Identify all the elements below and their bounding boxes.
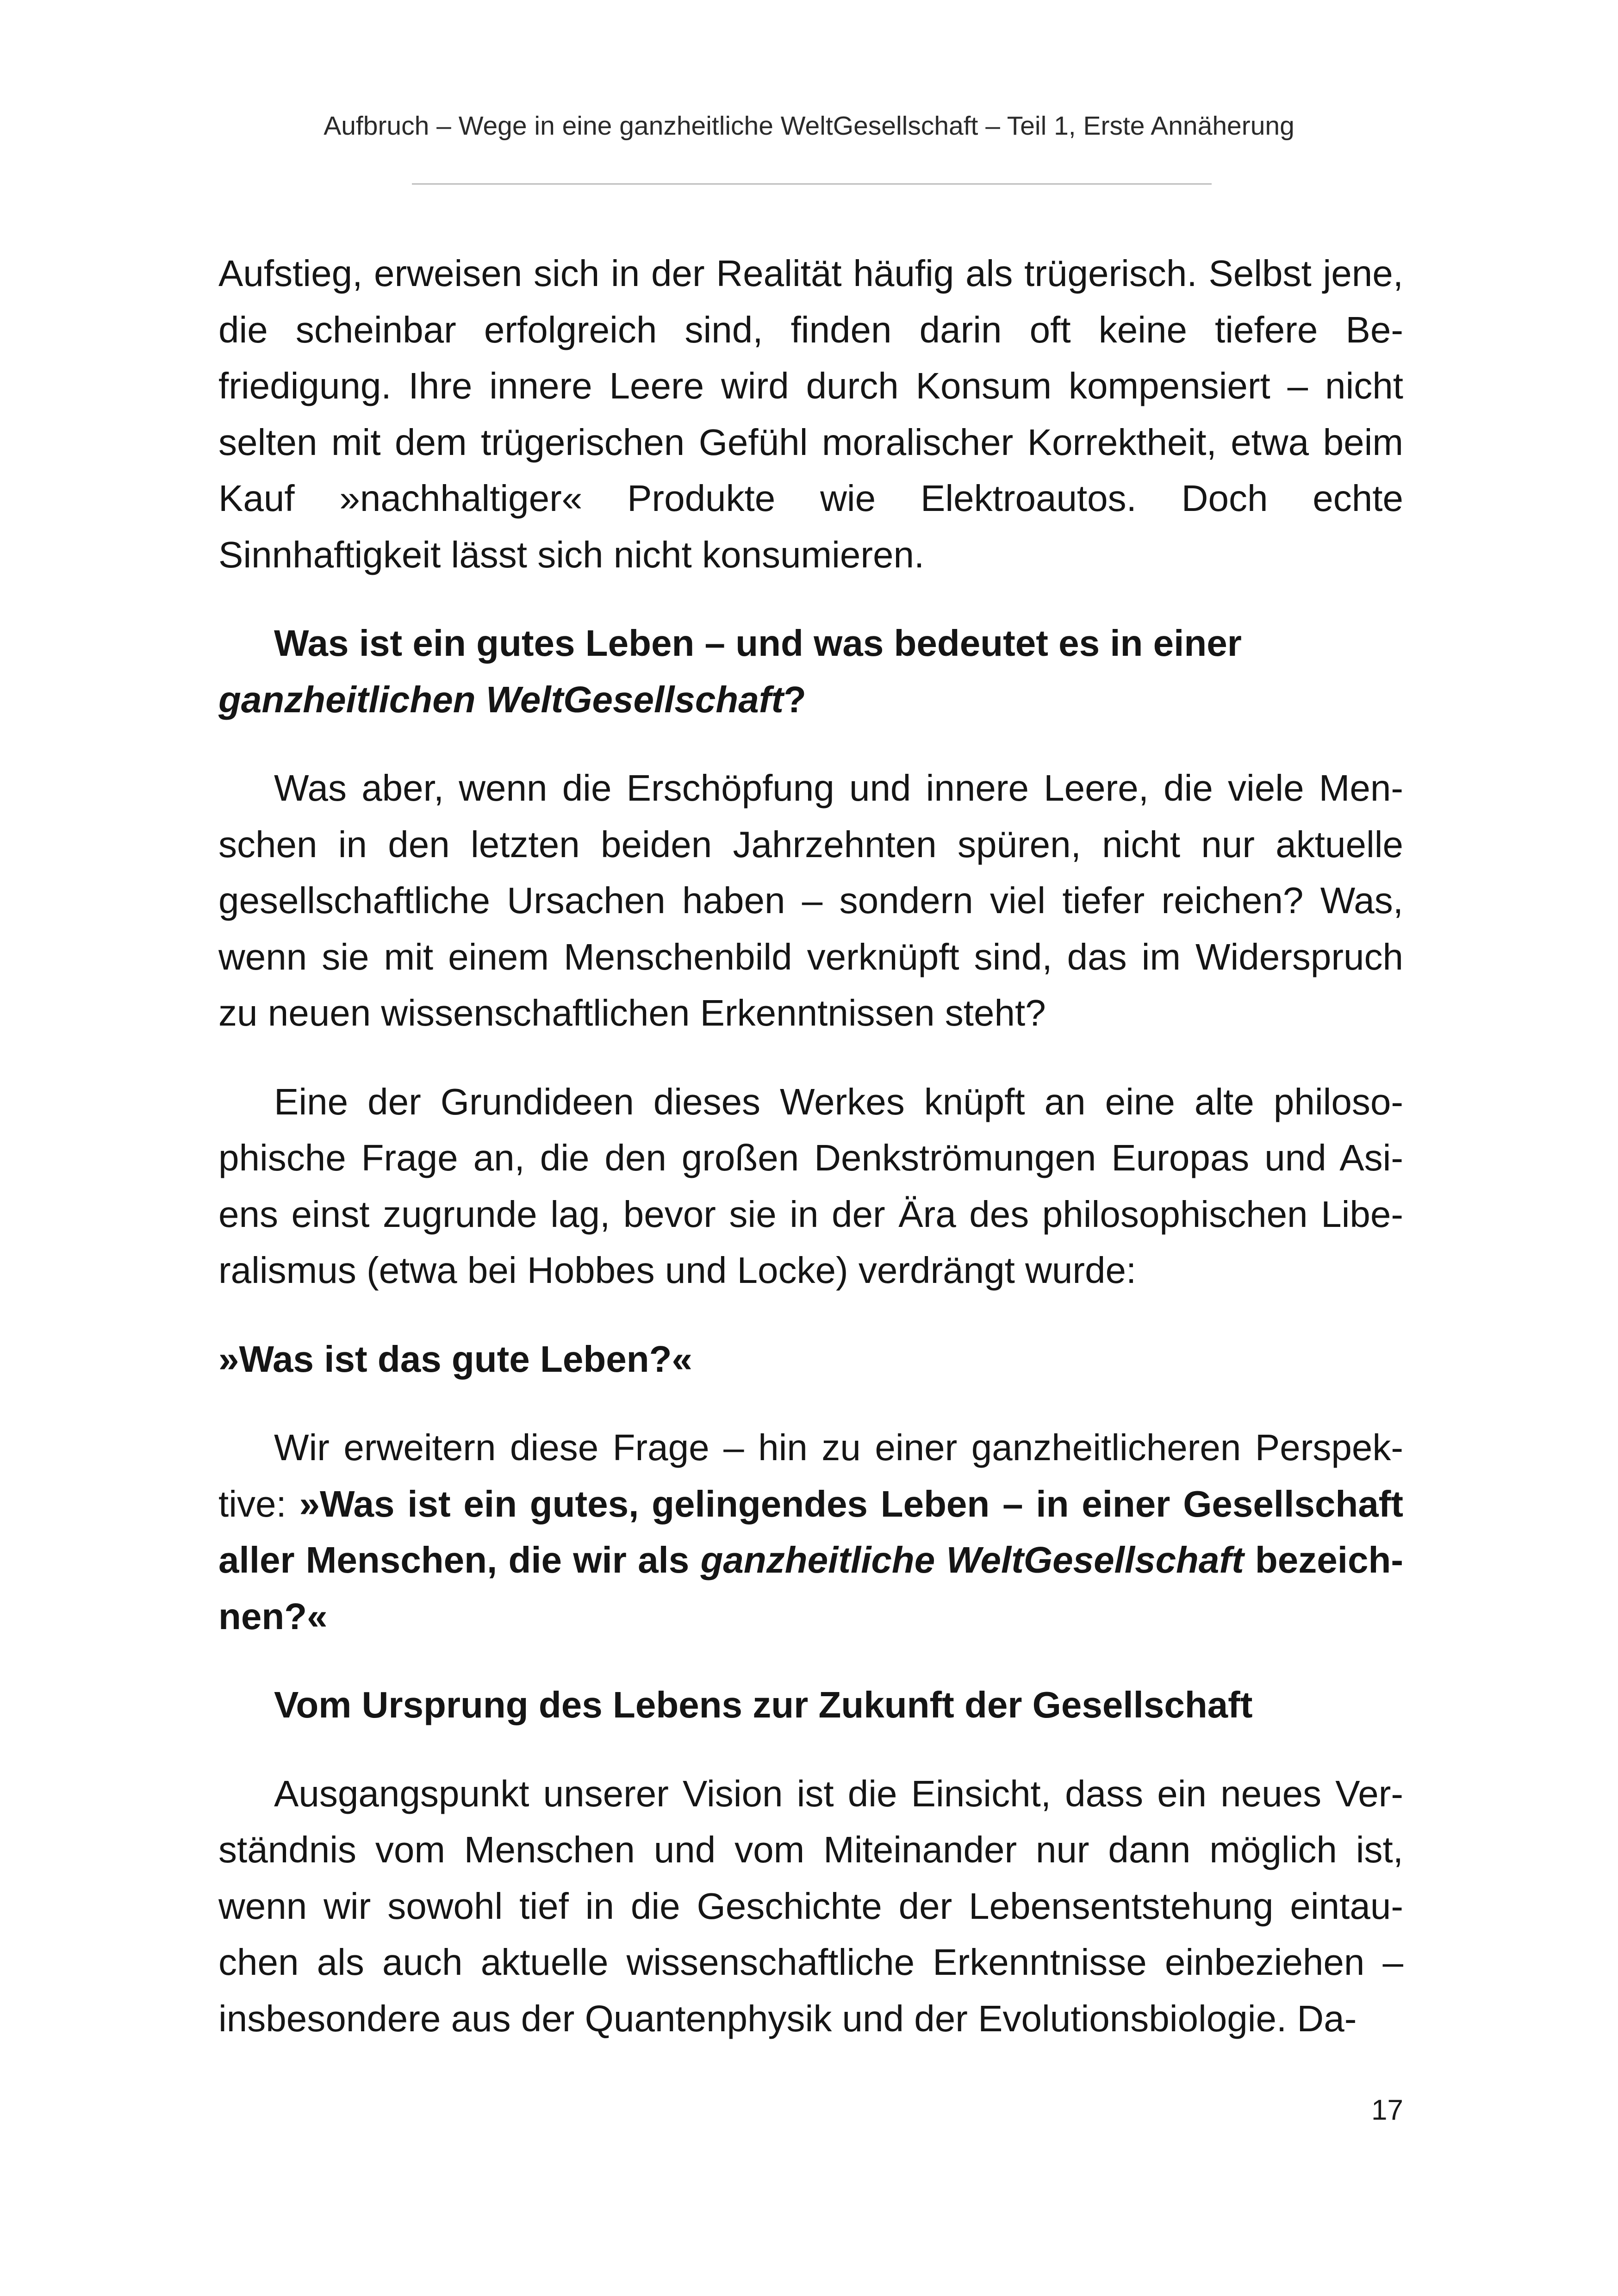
- page-number: 17: [1371, 2094, 1403, 2126]
- header-divider: [412, 183, 1212, 185]
- bold-question-end: bezeichnen?«: [218, 1539, 1404, 1637]
- heading-question-mark: ?: [784, 678, 806, 720]
- heading-italic-term: ganzheitlichen WeltGesellschaft: [218, 678, 784, 720]
- bold-italic-term: ganzheitliche WeltGesellschaft: [700, 1539, 1244, 1580]
- paragraph-exhaustion: Was aber, wenn die Erschöpfung und innere Leere, die viele Menschen in den letzten beiden Jahrzehnten spüren, nicht nur aktuelle gesellschaftliche Ursachen haben – sondern viel tiefer reichen? Was, wenn sie mit einem Menschenbild verknüpft sind, das im Widerspruch zu neuen wissenschaftlichen Erkenntnissen steht?: [218, 767, 1403, 1033]
- running-header: Aufbruch – Wege in eine ganzheitliche WeltGesellschaft – Teil 1, Erste Annäherung: [324, 111, 1294, 141]
- paragraph-text: Wir erweitern diese Frage – hin zu einer ganzheitlicheren Perspektive:: [218, 1427, 1403, 1524]
- paragraph-continued: Aufstieg, erweisen sich in der Realität häufig als trügerisch. Selbst jene, die scheinbar erfolgreich sind, finden darin oft keine tiefere Befriedigung. Ihre innere Leere wird durch Konsum kompensiert – nicht selten mit dem trügerischen Gefühl moralischer Korrektheit, etwa beim Kauf »nachhaltiger« Produkte wie Elektroautos. Doch echte Sinnhaftigkeit lässt sich nicht konsumieren.: [218, 253, 1403, 575]
- quoted-question: »Was ist das gute Leben?«: [218, 1338, 692, 1380]
- heading-text: Was ist ein gutes Leben – und was bedeutet es in einer: [274, 622, 1242, 664]
- section-heading-origin: Vom Ursprung des Lebens zur Zukunft der Gesellschaft: [274, 1684, 1253, 1725]
- paragraph-vision: Ausgangspunkt unserer Vision ist die Einsicht, dass ein neues Verständnis vom Menschen und vom Miteinander nur dann möglich ist, wenn wir sowohl tief in die Geschichte der Lebensentstehung eintauchen als auch aktuelle wissenschaftliche Erkenntnisse einbeziehen – insbesondere aus der Quantenphysik und der Evolutionsbiologie. Da-: [218, 1773, 1403, 2039]
- section-heading-good-life: [218, 615, 1403, 728]
- paragraph-extended-question: [218, 1419, 1403, 1644]
- page-body: [218, 245, 1403, 2047]
- paragraph-philosophical-question: Eine der Grundideen dieses Werkes knüpft an eine alte philosophische Frage an, die den großen Denkströmungen Europas und Asiens einst zugrunde lag, bevor sie in der Ära des philosophischen Liberalismus (etwa bei Hobbes und Locke) verdrängt wurde:: [218, 1081, 1403, 1291]
- bold-question: »Was ist ein gutes, gelingendes Leben – in einer Gesellschaft aller Menschen, die wir als: [218, 1483, 1403, 1580]
